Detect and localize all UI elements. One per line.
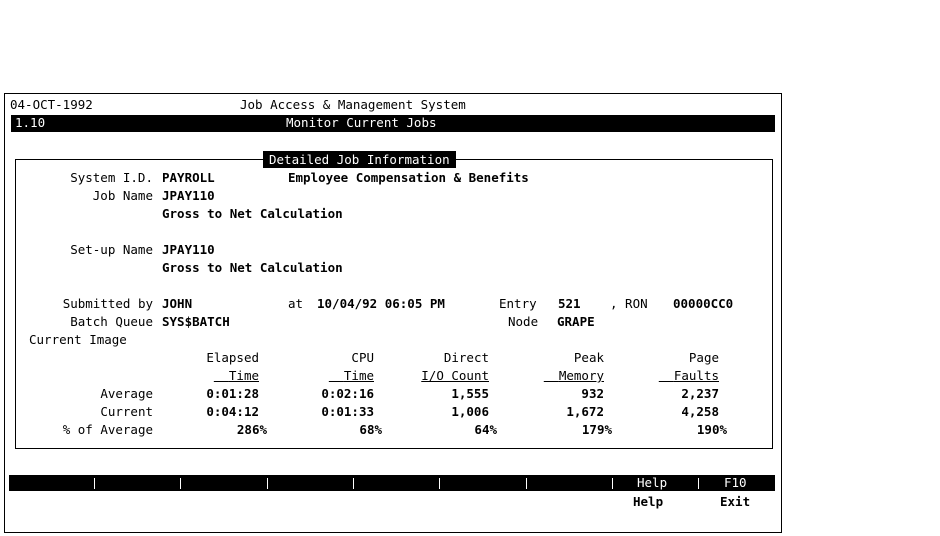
setup-name-value[interactable]: JPAY110 xyxy=(162,242,215,257)
stat-cell: 0:04:12 xyxy=(206,404,259,419)
key-divider xyxy=(94,478,95,489)
stat-cell: 1,672 xyxy=(566,404,604,419)
col-cpu-top: CPU xyxy=(351,350,374,365)
key-divider xyxy=(439,478,440,489)
current-image-label: Current Image xyxy=(29,332,127,347)
col-io-top: Direct xyxy=(443,350,489,365)
job-name-label: Job Name xyxy=(92,188,153,203)
entry-label: Entry xyxy=(499,296,537,311)
system-description: Employee Compensation & Benefits xyxy=(288,170,529,185)
stat-cell: 4,258 xyxy=(681,404,719,419)
entry-value: 521 xyxy=(558,296,581,311)
key-divider xyxy=(612,478,613,489)
batch-queue-label: Batch Queue xyxy=(70,314,153,329)
job-description: Gross to Net Calculation xyxy=(162,206,343,221)
setup-name-label: Set-up Name xyxy=(70,242,153,257)
stat-cell: 1,006 xyxy=(451,404,489,419)
stat-cell: 1,555 xyxy=(451,386,489,401)
stat-cell: 932 xyxy=(581,386,604,401)
system-title: Job Access & Management System xyxy=(240,97,466,112)
stat-cell: 0:01:33 xyxy=(321,404,374,419)
key-divider xyxy=(180,478,181,489)
system-date: 04-OCT-1992 xyxy=(10,97,93,112)
col-faults-top: Page xyxy=(688,350,719,365)
key-divider xyxy=(526,478,527,489)
stat-cell: 179% xyxy=(581,422,612,437)
row-label-percent-of-average: % of Average xyxy=(62,422,153,437)
help-action[interactable]: Help xyxy=(633,494,664,509)
exit-action[interactable]: Exit xyxy=(720,494,751,509)
batch-queue-value: SYS$BATCH xyxy=(162,314,230,329)
setup-description: Gross to Net Calculation xyxy=(162,260,343,275)
submitted-at-value: 10/04/92 06:05 PM xyxy=(317,296,445,311)
col-cpu-bottom: Time xyxy=(343,368,374,383)
col-elapsed-top: Elapsed xyxy=(206,350,259,365)
exit-key-label[interactable]: F10 xyxy=(724,475,747,490)
screen-title: Monitor Current Jobs xyxy=(286,115,437,130)
stat-cell: 190% xyxy=(696,422,727,437)
node-label: Node xyxy=(508,314,539,329)
key-divider xyxy=(353,478,354,489)
row-label-current: Current xyxy=(100,404,153,419)
stat-cell: 286% xyxy=(236,422,267,437)
col-io-bottom: I/O Count xyxy=(421,368,489,383)
key-divider xyxy=(698,478,699,489)
node-value: GRAPE xyxy=(557,314,595,329)
col-faults-bottom: Faults xyxy=(673,368,719,383)
submitted-at-label: at xyxy=(288,296,304,311)
system-id-label: System I.D. xyxy=(70,170,153,185)
panel-title: Detailed Job Information xyxy=(263,151,456,168)
function-key-bar xyxy=(9,475,775,491)
screen-code: 1.10 xyxy=(15,115,46,130)
col-memory-top: Peak xyxy=(573,350,604,365)
help-key-label[interactable]: Help xyxy=(637,475,668,490)
row-label-average: Average xyxy=(100,386,153,401)
ron-label: , RON xyxy=(610,296,648,311)
screen-title-bar xyxy=(11,115,775,132)
ron-value: 00000CC0 xyxy=(673,296,734,311)
terminal-screen xyxy=(4,93,782,533)
system-id-value[interactable]: PAYROLL xyxy=(162,170,215,185)
stat-cell: 2,237 xyxy=(681,386,719,401)
submitted-by-value: JOHN xyxy=(162,296,193,311)
stat-cell: 0:02:16 xyxy=(321,386,374,401)
col-elapsed-bottom: Time xyxy=(228,368,259,383)
stat-cell: 0:01:28 xyxy=(206,386,259,401)
stat-cell: 68% xyxy=(359,422,382,437)
stat-cell: 64% xyxy=(474,422,497,437)
key-divider xyxy=(267,478,268,489)
submitted-by-label: Submitted by xyxy=(62,296,153,311)
job-name-value[interactable]: JPAY110 xyxy=(162,188,215,203)
col-memory-bottom: Memory xyxy=(558,368,604,383)
